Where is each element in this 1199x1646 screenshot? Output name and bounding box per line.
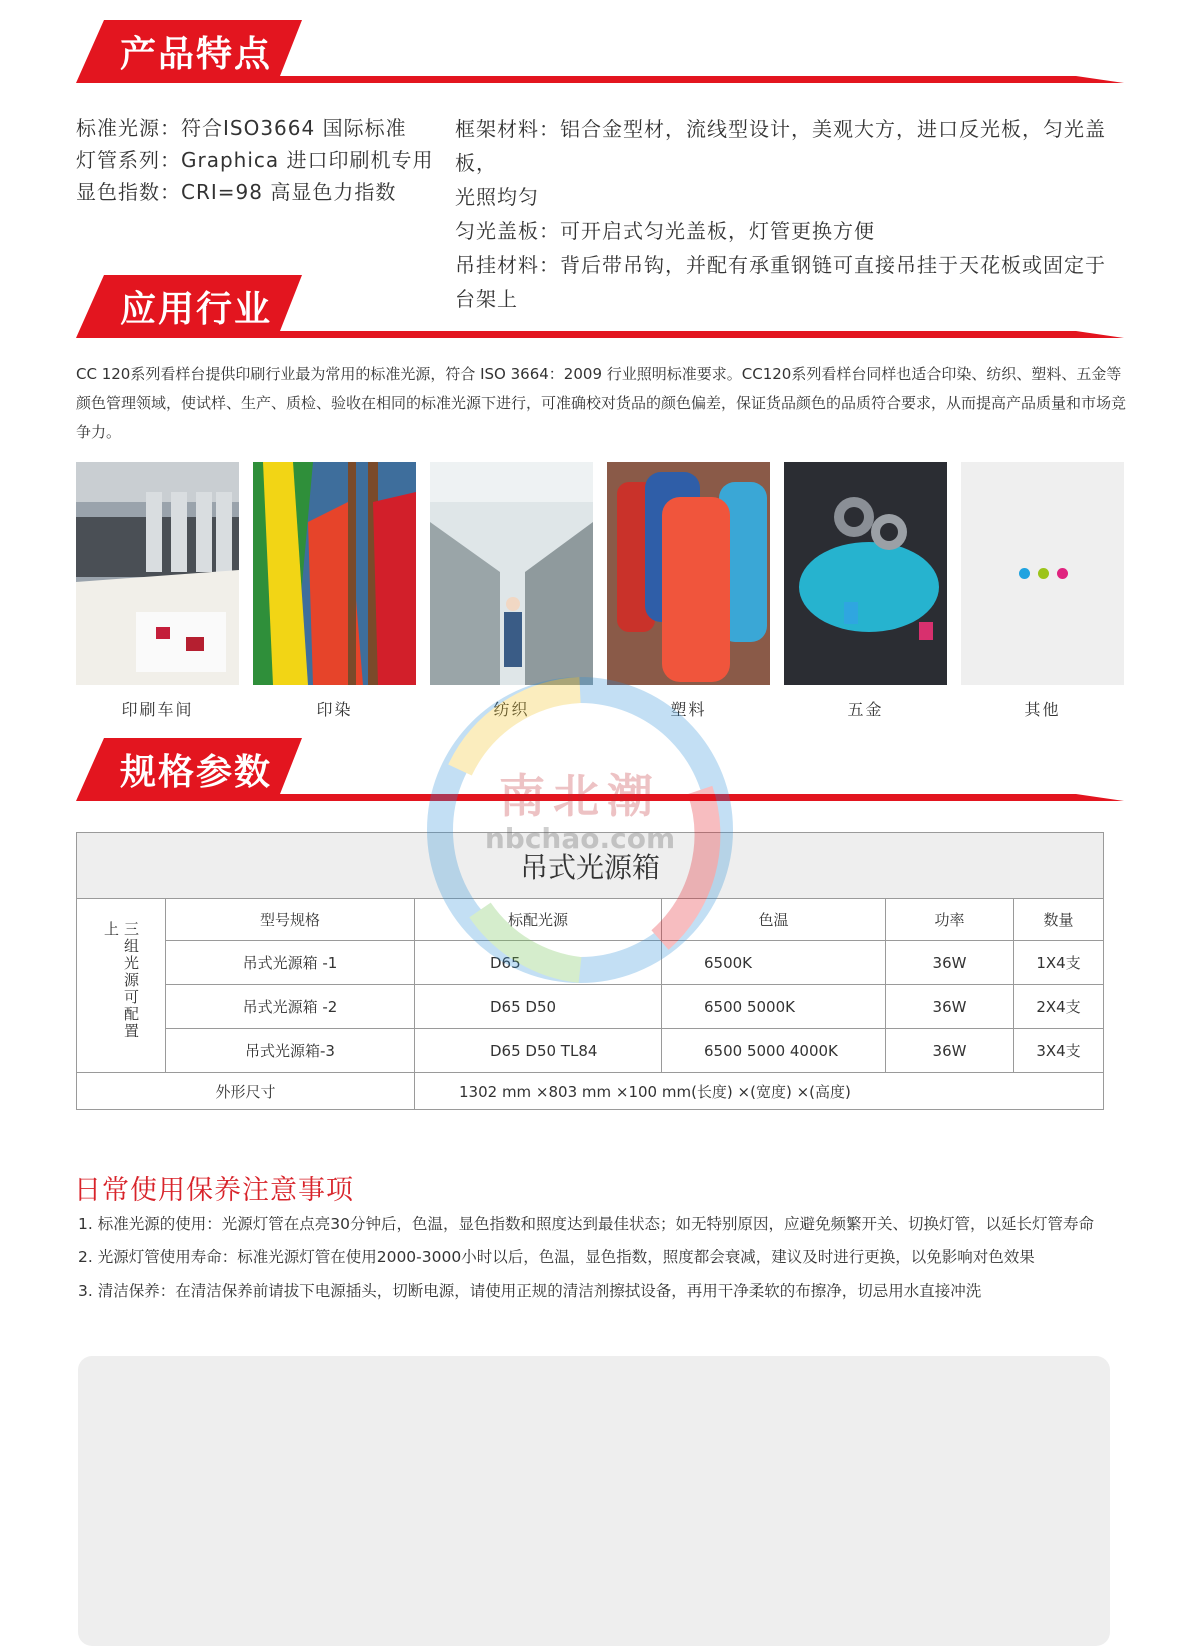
- section-title: 规格参数: [120, 752, 273, 793]
- hardware-image: [784, 462, 947, 685]
- tile-hardware: [784, 462, 947, 685]
- feature-line: 匀光盖板：可开启式匀光盖板，灯管更换方便: [455, 219, 875, 243]
- features-banner: [76, 20, 1124, 86]
- tile-other: [961, 462, 1124, 685]
- tile-dyeing: [253, 462, 416, 685]
- cell: D65 D50: [415, 985, 662, 1029]
- plastic-image: [607, 462, 770, 685]
- tile-plastic: [607, 462, 770, 685]
- cell: 36W: [886, 941, 1014, 985]
- textile-image: [430, 462, 593, 685]
- printing-workshop-image: [76, 462, 239, 685]
- watermark-cn: 南北潮: [499, 769, 661, 823]
- cell: D65 D50 TL84: [415, 1029, 662, 1073]
- cell: 吊式光源箱 -1: [166, 941, 415, 985]
- cell: 6500 5000K: [662, 985, 886, 1029]
- header-cell: 功率: [886, 899, 1014, 941]
- dot-icon: [1019, 568, 1030, 579]
- caption: 其他: [1024, 700, 1061, 719]
- feature-line: 光照均匀: [455, 185, 539, 209]
- cell: 36W: [886, 1029, 1014, 1073]
- dot-icon: [1038, 568, 1049, 579]
- side-label-cell: [77, 899, 166, 1073]
- cell: D65: [415, 941, 662, 985]
- cell: 3X4支: [1014, 1029, 1104, 1073]
- cell: 1X4支: [1014, 941, 1104, 985]
- notice-item: 3. 清洁保养：在清洁保养前请拔下电源插头，切断电源，请使用正规的清洁剂擦拭设备，再用干净柔软的布擦净，切忌用水直接冲洗: [78, 1282, 982, 1300]
- caption: 印刷车间: [121, 700, 194, 719]
- feature-line: 台架上: [455, 287, 518, 311]
- tile-printing-workshop: [76, 462, 239, 685]
- dyeing-image: [253, 462, 416, 685]
- caption: 纺织: [493, 700, 530, 719]
- notice-title: 日常使用保养注意事项: [74, 1175, 354, 1206]
- feature-line: 灯管系列：Graphica 进口印刷机专用: [76, 148, 434, 172]
- header-cell: 型号规格: [166, 899, 415, 941]
- cell: 6500K: [662, 941, 886, 985]
- caption: 印染: [316, 700, 353, 719]
- feature-line: 吊挂材料：背后带吊钩，并配有承重钢链可直接吊挂于天花板或固定于: [455, 253, 1106, 277]
- dot-icon: [1057, 568, 1068, 579]
- table-row: [77, 941, 1104, 985]
- section-title: 产品特点: [120, 34, 273, 75]
- header-cell: 数量: [1014, 899, 1104, 941]
- cell: 6500 5000 4000K: [662, 1029, 886, 1073]
- caption: 塑料: [670, 700, 707, 719]
- feature-line: 显色指数：CRI=98 高显色力指数: [76, 180, 397, 204]
- caption: 五金: [847, 700, 884, 719]
- notice-item: 2. 光源灯管使用寿命：标准光源灯管在使用2000-3000小时以后，色温，显色指数，照度都会衰减，建议及时进行更换，以免影响对色效果: [78, 1248, 1035, 1266]
- feature-line: 框架材料：铝合金型材，流线型设计，美观大方，进口反光板，匀光盖板，: [455, 117, 1106, 175]
- cell: 36W: [886, 985, 1014, 1029]
- section-title: 应用行业: [120, 289, 273, 330]
- header-cell: 色温: [662, 899, 886, 941]
- table-row: [77, 1073, 1104, 1110]
- size-label: 外形尺寸: [77, 1073, 415, 1110]
- header-cell: 标配光源: [415, 899, 662, 941]
- tile-textile: [430, 462, 593, 685]
- cell: 吊式光源箱 -2: [166, 985, 415, 1029]
- industries-intro: CC 120系列看样台提供印刷行业最为常用的标准光源，符合 ISO 3664：2009 行业照明标准要求。CC120系列看样台同样也适合印染、纺织、塑料、五金等颜色管理领域，使试样、生产、质检、验收在相同的标准光源下进行，可准确校对货品的颜色偏差，保证货品颜色的品质符合要求，从而提高产品质量和市场竞争力。: [76, 365, 1127, 441]
- features-left: [76, 112, 446, 208]
- feature-line: 标准光源：符合ISO3664 国际标准: [76, 116, 407, 140]
- notice-item: 1. 标准光源的使用：光源灯管在点亮30分钟后，色温，显色指数和照度达到最佳状态；如无特别原因，应避免频繁开关、切换灯管，以延长灯管寿命: [78, 1215, 1094, 1233]
- spec-table: [76, 832, 1104, 1110]
- table-row: [77, 1029, 1104, 1073]
- cell: 吊式光源箱-3: [166, 1029, 415, 1073]
- spec-table-title: 吊式光源箱: [77, 833, 1104, 899]
- cell: 2X4支: [1014, 985, 1104, 1029]
- specs-banner: [76, 738, 1124, 804]
- watermark-en: nbchao.com: [484, 822, 676, 855]
- table-row: [77, 985, 1104, 1029]
- size-value: 1302 mm ×803 mm ×100 mm(长度) ×(宽度) ×(高度): [415, 1073, 1104, 1110]
- side-label: 三组光源可配置上: [102, 921, 140, 1040]
- bottom-panel: [78, 1356, 1110, 1646]
- industries-banner: [76, 275, 1124, 341]
